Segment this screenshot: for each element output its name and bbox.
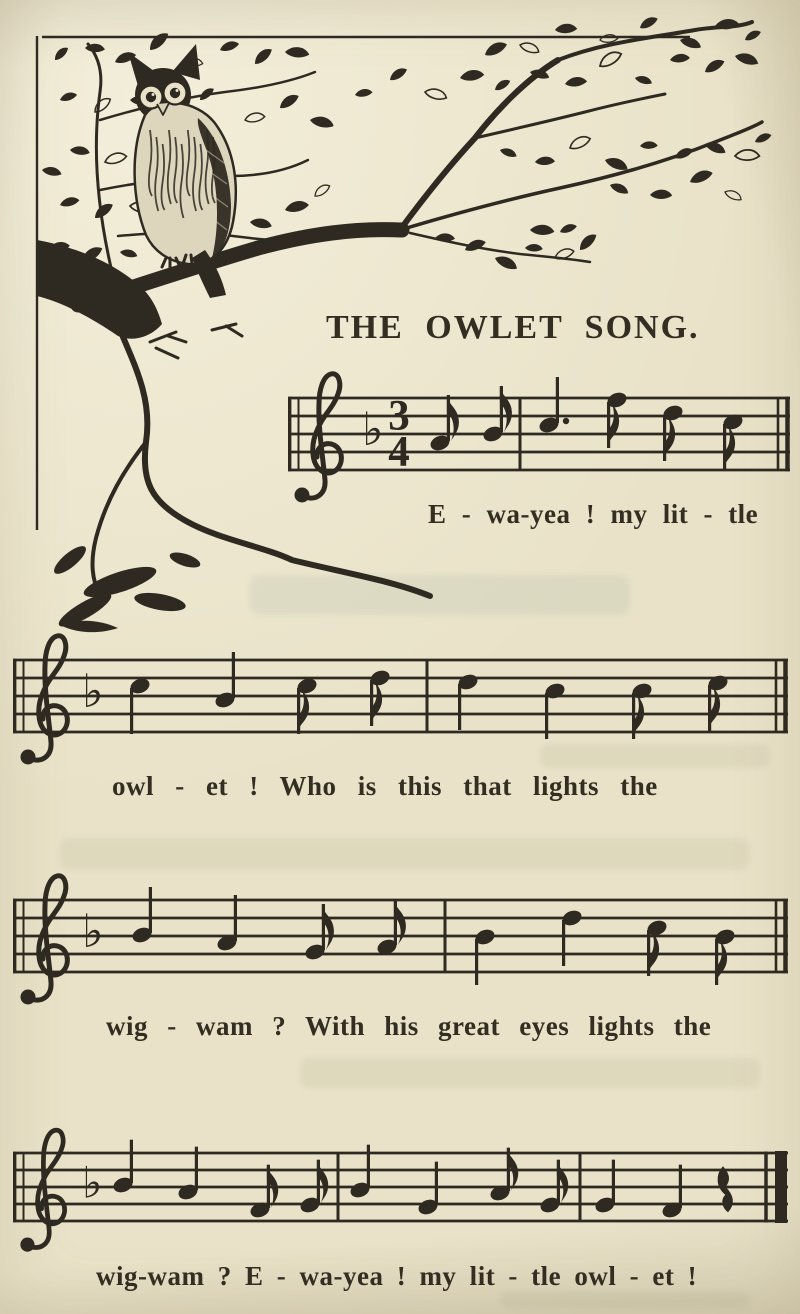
flat-sign: ♭ [82, 904, 104, 958]
lyric-line-1: E - wa-yea ! my lit - tle [428, 499, 759, 529]
treble-clef [21, 636, 68, 765]
lyric-line-2: owl - et ! Who is this that lights the [112, 771, 658, 801]
staff-4 [13, 1130, 788, 1252]
augmentation-dot [563, 418, 569, 424]
time-signature-digit: 3 [388, 392, 410, 440]
flat-sign: ♭ [82, 664, 104, 718]
time-signature-digit: 4 [388, 428, 410, 476]
flat-sign: ♭ [82, 1158, 103, 1209]
treble-clef [295, 374, 342, 503]
page-title: THE OWLET SONG. [326, 309, 700, 346]
staff-2 [13, 636, 788, 765]
lyric-line-4: wig-wam ? E - wa-yea ! my lit - tle owl - et ! [96, 1261, 698, 1291]
staff-1 [288, 374, 790, 503]
lyric-line-3: wig - wam ? With his great eyes lights the [106, 1011, 712, 1041]
treble-clef [20, 1130, 64, 1252]
staff-3 [13, 876, 788, 1005]
treble-clef [21, 876, 68, 1005]
flat-sign: ♭ [362, 402, 384, 456]
